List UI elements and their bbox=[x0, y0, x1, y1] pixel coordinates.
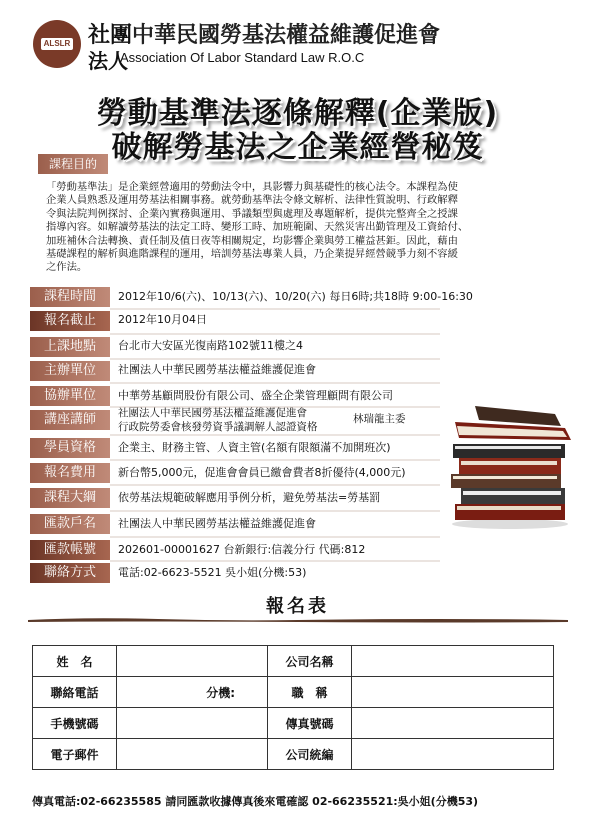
label-account-number: 匯款帳號 bbox=[30, 540, 110, 560]
row-separators bbox=[110, 283, 450, 583]
label-organizer: 主辦單位 bbox=[30, 361, 110, 381]
value-course-time: 2012年10/6(六)、10/13(六)、10/20(六) 每日6時;共18時 9:00-16:30 bbox=[118, 290, 473, 303]
value-venue: 台北市大安區光復南路102號11樓之4 bbox=[118, 339, 303, 352]
org-name-en: Association Of Labor Standard Law R.O.C bbox=[120, 50, 365, 65]
form-row-email bbox=[33, 739, 554, 770]
value-co-organizer: 中華勞基顧問股份有限公司、盛全企業管理顧問有限公司 bbox=[118, 389, 393, 402]
intro-line: 指導內容。如解讀勞基法的法定工時、變形工時、加班範圍、天然災害出勤管理及工資給付、 bbox=[46, 221, 469, 234]
phone-input-cell[interactable] bbox=[117, 677, 268, 708]
org-prefix-2: 法人 bbox=[88, 49, 128, 73]
form-title: 報名表 bbox=[266, 596, 329, 617]
value-contact: 電話:02-6623-5521 吳小姐(分機:53) bbox=[118, 566, 307, 579]
brush-divider bbox=[28, 617, 568, 623]
intro-line: 基礎課程的解析與進階課程的運用，培訓勞基法專業人員，乃企業提昇經營競爭力刻不容緩 bbox=[46, 248, 458, 261]
title-input-cell[interactable] bbox=[352, 677, 554, 708]
value-lecturer-name: 林瑞龍主委 bbox=[353, 413, 406, 425]
form-row-phone bbox=[33, 677, 554, 708]
association-logo bbox=[33, 20, 81, 68]
label-co-organizer: 協辦單位 bbox=[30, 386, 110, 406]
label-course-time: 課程時間 bbox=[30, 287, 110, 307]
intro-line: 「勞動基準法」是企業經營適用的勞動法令中，具影響力與基礎性的核心法令。本課程為使 bbox=[46, 181, 458, 193]
field-label-fax: 傳真號碼 bbox=[268, 708, 352, 739]
intro-line: 令與法院判例探討、企業內實務與運用、爭議類型與處理及專題解析，提供完整齊全之授課 bbox=[46, 207, 458, 220]
extension-label: 分機: bbox=[206, 685, 235, 700]
field-label-email: 電子郵件 bbox=[33, 739, 117, 770]
org-prefix-1: 社團 bbox=[88, 23, 133, 48]
value-account-number: 202601-00001627 台新銀行:信義分行 代碼:812 bbox=[118, 543, 366, 556]
label-venue: 上課地點 bbox=[30, 337, 110, 357]
label-lecturer: 講座講師 bbox=[30, 410, 110, 430]
label-outline: 課程大綱 bbox=[30, 488, 110, 508]
intro-text bbox=[46, 181, 561, 275]
intro-label: 課程目的 bbox=[38, 154, 108, 174]
form-row-mobile bbox=[33, 708, 554, 739]
label-fee: 報名費用 bbox=[30, 463, 110, 483]
logo-text: ALSLR bbox=[41, 38, 73, 50]
email-input-cell[interactable] bbox=[117, 739, 268, 770]
value-organizer: 社團法人中華民國勞基法權益維護促進會 bbox=[118, 363, 316, 376]
stacked-books-illustration bbox=[445, 400, 575, 530]
field-label-company: 公司名稱 bbox=[268, 646, 352, 677]
intro-line: 之作法。 bbox=[46, 261, 88, 274]
tax-id-input-cell[interactable] bbox=[352, 739, 554, 770]
label-contact: 聯絡方式 bbox=[30, 563, 110, 583]
intro-line: 企業人員熟悉及運用勞基法相關事務。就勞動基準法令條文解析、法律性質說明、行政解釋 bbox=[46, 194, 458, 207]
footer-contact: 傳真電話:02-66235585 請同匯款收據傳真後來電確認 02-66235521:吳小姐(分機53) bbox=[32, 795, 479, 808]
value-lecturer-cert: 行政院勞委會核發勞資爭議調解人認證資格 bbox=[118, 421, 318, 433]
name-input-cell[interactable] bbox=[117, 646, 268, 677]
label-account-name: 匯款戶名 bbox=[30, 514, 110, 534]
value-deadline: 2012年10月04日 bbox=[118, 313, 207, 326]
company-input-cell[interactable] bbox=[352, 646, 554, 677]
field-label-phone: 聯絡電話 bbox=[33, 677, 117, 708]
value-account-name: 社團法人中華民國勞基法權益維護促進會 bbox=[118, 517, 316, 530]
org-name-zh-line bbox=[88, 18, 440, 49]
value-fee: 新台幣5,000元，促進會會員已繳會費者8折優待(4,000元) bbox=[118, 466, 406, 479]
title-line-2: 破解勞基法之企業經營秘笈 bbox=[111, 130, 484, 165]
label-deadline: 報名截止 bbox=[30, 311, 110, 331]
field-label-title: 職 稱 bbox=[268, 677, 352, 708]
value-outline: 依勞基法規範破解應用爭例分析，避免勞基法=勞基罰 bbox=[118, 491, 381, 504]
org-name-zh: 中華民國勞基法權益維護促進會 bbox=[132, 23, 441, 48]
title-line-1: 勞動基準法逐條解釋(企業版) bbox=[96, 96, 499, 131]
form-row-name bbox=[33, 646, 554, 677]
value-eligibility: 企業主、財務主管、人資主管(名額有限額滿不加開班次) bbox=[118, 441, 391, 454]
value-lecturer-org: 社團法人中華民國勞基法權益維護促進會 bbox=[118, 407, 307, 419]
mobile-input-cell[interactable] bbox=[117, 708, 268, 739]
registration-form-table bbox=[32, 645, 554, 770]
label-eligibility: 學員資格 bbox=[30, 438, 110, 458]
field-label-mobile: 手機號碼 bbox=[33, 708, 117, 739]
field-label-tax-id: 公司統編 bbox=[268, 739, 352, 770]
fax-input-cell[interactable] bbox=[352, 708, 554, 739]
field-label-name: 姓 名 bbox=[33, 646, 117, 677]
intro-line: 加班補休合法轉換、責任制及值日夜等相關規定，均影響企業與勞工權益甚鉅。因此，藉由 bbox=[46, 234, 458, 247]
